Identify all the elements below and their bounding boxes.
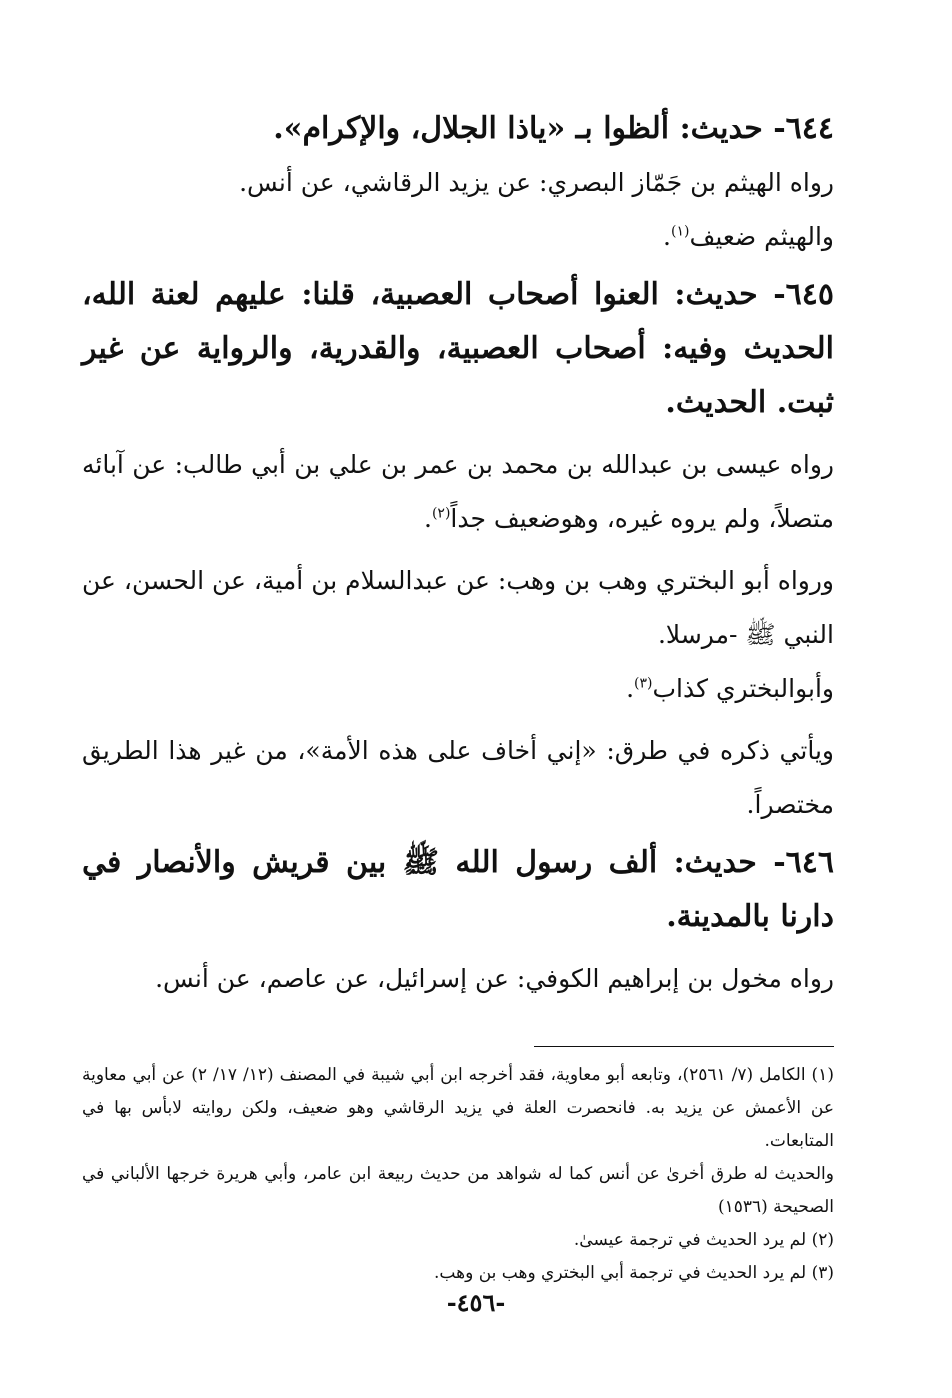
main-text <box>82 102 834 1006</box>
hadith-646-title: ٦٤٦- حديث: ألف رسول الله ﷺ بين قريش والأنصار في دارنا بالمدينة. <box>82 845 834 934</box>
hadith-645-narration-1 <box>82 438 834 546</box>
hadith-644-narration: رواه الهيثم بن جَمّاز البصري: عن يزيد الرقاشي، عن أنس. <box>239 168 834 197</box>
footnote-ref-3[interactable]: (٣) <box>634 675 653 692</box>
book-page <box>82 98 834 1358</box>
grading-text: والهيثم ضعيف <box>689 222 834 251</box>
footnote-ref-1[interactable]: (١) <box>670 223 690 240</box>
grading-text: وأبوالبختري كذاب <box>652 674 834 703</box>
page-number: -٤٥٦- <box>446 1288 506 1317</box>
footnote-ref-2[interactable]: (٢) <box>431 505 451 522</box>
narration-text: رواه عيسى بن عبدالله بن محمد بن عمر بن علي بن أبي طالب: عن آبائه متصلاً، ولم يروه غيره، وهوضعيف جداً <box>82 450 834 533</box>
sentence-end: . <box>424 504 432 533</box>
footnote-3: (٣) لم يرد الحديث في ترجمة أبي البختري وهب بن وهب. <box>434 1263 834 1283</box>
hadith-645-title: ٦٤٥- حديث: العنوا أصحاب العصبية، قلنا: عليهم لعنة الله، الحديث وفيه: أصحاب العصبية، والقدرية، والرواية عن غير ثبت. الحديث. <box>82 277 834 420</box>
hadith-646-narration: رواه مخول بن إبراهيم الكوفي: عن إسرائيل، عن عاصم، عن أنس. <box>155 964 834 993</box>
hadith-644-grading <box>82 210 834 264</box>
footnotes <box>82 1059 834 1290</box>
sentence-end: . <box>626 674 635 703</box>
hadith-645-grading <box>82 662 834 716</box>
hadith-644-title: ٦٤٤- حديث: ألظوا بـ «ياذا الجلال، والإكرام». <box>273 111 834 146</box>
sentence-end: . <box>663 222 671 251</box>
hadith-645-narration-2: ورواه أبو البختري وهب بن وهب: عن عبدالسلام بن أمية، عن الحسن، عن النبي ﷺ -مرسلا. <box>82 566 834 649</box>
footnote-1: (١) الكامل (٧/ ٢٥٦١)، وتابعه أبو معاوية، فقد أخرجه ابن أبي شيبة في المصنف (١٢/ ١٧/ ٢) عن أبي معاوية عن الأعمش عن يزيد به. فانحصرت العلة في يزيد الرقاشي وهو ضعيف، ولكن روايته لابأس بها في المتابعات. <box>82 1065 834 1151</box>
footnote-1-continued: والحديث له طرق أخرىٰ عن أنس كما له شواهد من حديث ربيعة ابن عامر، وأبي هريرة خرجها الألباني في الصحيحة (١٥٣٦) <box>82 1164 834 1217</box>
hadith-645-cross-reference: ويأتي ذكره في طرق: «إني أخاف على هذه الأمة»، من غير هذا الطريق مختصراً. <box>82 736 834 819</box>
footnote-2: (٢) لم يرد الحديث في ترجمة عيسىٰ. <box>573 1230 834 1250</box>
footnote-divider <box>534 1046 834 1047</box>
